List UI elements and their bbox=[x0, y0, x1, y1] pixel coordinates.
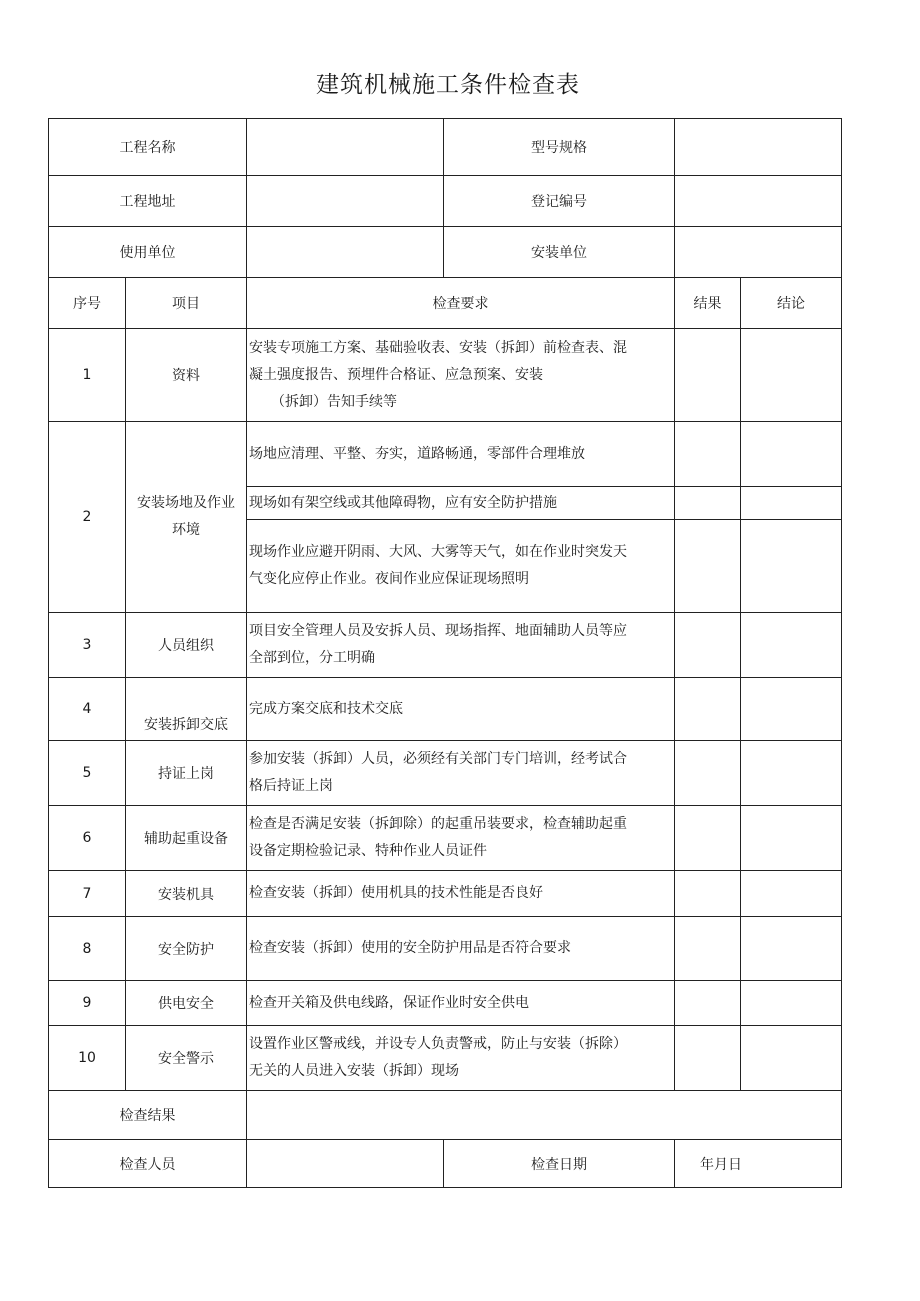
info-row-project-name bbox=[49, 119, 842, 176]
result-cell[interactable] bbox=[675, 1026, 741, 1091]
table-row bbox=[49, 329, 842, 422]
row-requirement: 场地应清理、平整、夯实，道路畅通，零部件合理堆放 bbox=[247, 422, 675, 487]
table-row bbox=[49, 1026, 842, 1091]
req-line: 现场作业应避开阴雨、大风、大雾等天气，如在作业时突发天 bbox=[249, 544, 627, 560]
row-item bbox=[126, 678, 247, 741]
model-label: 型号规格 bbox=[444, 119, 675, 176]
conclusion-cell[interactable] bbox=[741, 422, 842, 487]
table-row bbox=[49, 806, 842, 871]
req-line: 设置作业区警戒线，并设专人负责警戒，防止与安装（拆除） bbox=[249, 1036, 627, 1052]
req-line: 气变化应停止作业。夜间作业应保证现场照明 bbox=[249, 571, 529, 587]
registration-field[interactable] bbox=[675, 176, 842, 227]
row-seq: 3 bbox=[49, 613, 126, 678]
row-seq: 4 bbox=[49, 678, 126, 741]
header-item: 项目 bbox=[126, 278, 247, 329]
req-line: 无关的人员进入安装（拆卸）现场 bbox=[249, 1063, 459, 1079]
row-seq: 9 bbox=[49, 981, 126, 1026]
row-item: 资料 bbox=[126, 329, 247, 422]
registration-label: 登记编号 bbox=[444, 176, 675, 227]
table-row bbox=[49, 613, 842, 678]
table-row bbox=[49, 678, 842, 741]
row-item: 安装机具 bbox=[126, 871, 247, 917]
project-name-field[interactable] bbox=[247, 119, 444, 176]
result-cell[interactable] bbox=[675, 487, 741, 520]
user-unit-label: 使用单位 bbox=[49, 227, 247, 278]
row-requirement: 检查安装（拆卸）使用的安全防护用品是否符合要求 bbox=[247, 917, 675, 981]
result-cell[interactable] bbox=[675, 806, 741, 871]
row-seq: 7 bbox=[49, 871, 126, 917]
result-cell[interactable] bbox=[675, 741, 741, 806]
conclusion-cell[interactable] bbox=[741, 613, 842, 678]
item-line: 安装场地及作业 bbox=[137, 495, 235, 511]
row-seq: 6 bbox=[49, 806, 126, 871]
conclusion-cell[interactable] bbox=[741, 520, 842, 613]
page-title: 建筑机械施工条件检查表 bbox=[316, 72, 580, 98]
row-seq: 8 bbox=[49, 917, 126, 981]
result-cell[interactable] bbox=[675, 613, 741, 678]
row-item: 辅助起重设备 bbox=[126, 806, 247, 871]
result-cell[interactable] bbox=[675, 678, 741, 741]
req-line: 全部到位，分工明确 bbox=[249, 650, 375, 666]
result-cell[interactable] bbox=[675, 520, 741, 613]
check-result-field[interactable] bbox=[247, 1091, 842, 1140]
row-item: 人员组织 bbox=[126, 613, 247, 678]
project-address-field[interactable] bbox=[247, 176, 444, 227]
conclusion-cell[interactable] bbox=[741, 871, 842, 917]
result-cell[interactable] bbox=[675, 422, 741, 487]
check-result-label: 检查结果 bbox=[49, 1091, 247, 1140]
result-cell[interactable] bbox=[675, 871, 741, 917]
row-seq: 10 bbox=[49, 1026, 126, 1091]
conclusion-cell[interactable] bbox=[741, 678, 842, 741]
result-cell[interactable] bbox=[675, 917, 741, 981]
header-conclusion: 结论 bbox=[741, 278, 842, 329]
item-text: 安装拆卸交底 bbox=[144, 717, 228, 733]
req-line: 项目安全管理人员及安拆人员、现场指挥、地面辅助人员等应 bbox=[249, 623, 627, 639]
project-name-label: 工程名称 bbox=[49, 119, 247, 176]
req-line: 安装专项施工方案、基础验收表、安装（拆卸）前检查表、混 bbox=[249, 339, 627, 356]
row-requirement: 检查开关箱及供电线路，保证作业时安全供电 bbox=[247, 981, 675, 1026]
info-row-address bbox=[49, 176, 842, 227]
header-requirement: 检查要求 bbox=[247, 278, 675, 329]
row-requirement bbox=[247, 806, 675, 871]
row-requirement bbox=[247, 613, 675, 678]
conclusion-cell[interactable] bbox=[741, 329, 842, 422]
table-row bbox=[49, 871, 842, 917]
table-row bbox=[49, 981, 842, 1026]
footer-row-signoff bbox=[49, 1140, 842, 1188]
row-requirement bbox=[247, 1026, 675, 1091]
model-field[interactable] bbox=[675, 119, 842, 176]
footer-row-result bbox=[49, 1091, 842, 1140]
inspection-table bbox=[48, 118, 842, 1188]
conclusion-cell[interactable] bbox=[741, 1026, 842, 1091]
conclusion-cell[interactable] bbox=[741, 981, 842, 1026]
table-row bbox=[49, 917, 842, 981]
row-item: 安全警示 bbox=[126, 1026, 247, 1091]
row-item bbox=[126, 422, 247, 613]
row-seq: 2 bbox=[49, 422, 126, 613]
header-row bbox=[49, 278, 842, 329]
conclusion-cell[interactable] bbox=[741, 917, 842, 981]
date-label: 检查日期 bbox=[444, 1140, 675, 1188]
user-unit-field[interactable] bbox=[247, 227, 444, 278]
install-unit-label: 安装单位 bbox=[444, 227, 675, 278]
result-cell[interactable] bbox=[675, 981, 741, 1026]
req-line: 参加安装（拆卸）人员，必须经有关部门专门培训，经考试合 bbox=[249, 751, 627, 767]
result-cell[interactable] bbox=[675, 329, 741, 422]
info-row-units bbox=[49, 227, 842, 278]
row-requirement: 完成方案交底和技术交底 bbox=[247, 678, 675, 741]
row-requirement: 检查安装（拆卸）使用机具的技术性能是否良好 bbox=[247, 871, 675, 917]
header-seq: 序号 bbox=[49, 278, 126, 329]
date-field[interactable]: 年月日 bbox=[675, 1140, 842, 1188]
header-result: 结果 bbox=[675, 278, 741, 329]
row-item: 供电安全 bbox=[126, 981, 247, 1026]
table-row bbox=[49, 422, 842, 487]
row-seq: 1 bbox=[49, 329, 126, 422]
inspector-field[interactable] bbox=[247, 1140, 444, 1188]
row-requirement: 现场如有架空线或其他障碍物，应有安全防护措施 bbox=[247, 487, 675, 520]
row-seq: 5 bbox=[49, 741, 126, 806]
row-requirement bbox=[247, 329, 675, 422]
project-address-label: 工程地址 bbox=[49, 176, 247, 227]
row-item: 持证上岗 bbox=[126, 741, 247, 806]
req-line: 检查是否满足安装（拆卸除）的起重吊装要求，检查辅助起重 bbox=[249, 816, 627, 832]
conclusion-cell[interactable] bbox=[741, 741, 842, 806]
req-line: 格后持证上岗 bbox=[249, 778, 333, 794]
req-line: （拆卸）告知手续等 bbox=[271, 393, 397, 410]
inspector-label: 检查人员 bbox=[49, 1140, 247, 1188]
row-item: 安全防护 bbox=[126, 917, 247, 981]
conclusion-cell[interactable] bbox=[741, 806, 842, 871]
req-line: 设备定期检验记录、特种作业人员证件 bbox=[249, 843, 487, 859]
table-row bbox=[49, 741, 842, 806]
row-requirement bbox=[247, 520, 675, 613]
row-requirement bbox=[247, 741, 675, 806]
conclusion-cell[interactable] bbox=[741, 487, 842, 520]
item-line: 环境 bbox=[172, 522, 200, 538]
req-line: 凝土强度报告、预埋件合格证、应急预案、安装 bbox=[249, 366, 543, 383]
install-unit-field[interactable] bbox=[675, 227, 842, 278]
